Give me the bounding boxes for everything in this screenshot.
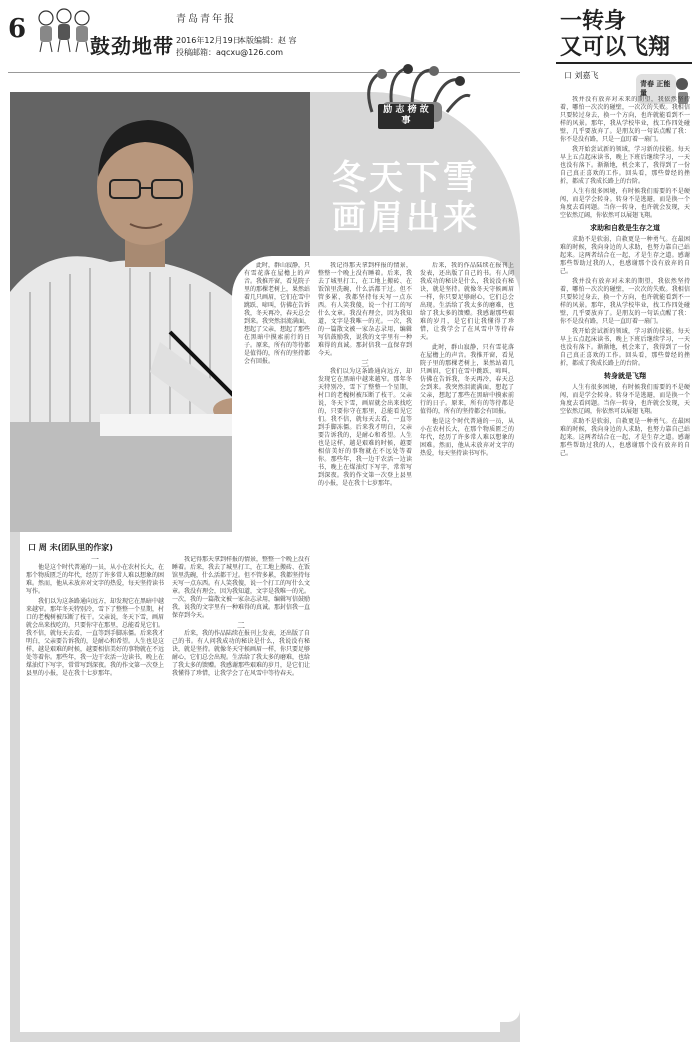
feature-column-4 — [318, 262, 412, 1024]
sidebar-paragraph: 我并没有放弃对未来的期望，我依然坚持着，哪怕一次次的碰壁，一次次的失败。我相信只要转过身去，换一个方向，也许就能看到不一样的风景。那年，我从学校毕业，找工作四处碰壁，几乎要放弃了。是朋友的一句话点醒了我：你不是没有路，只是一直盯着一扇门。 — [560, 96, 690, 143]
sidebar-paragraph: 我开始尝试新的领域，学习新的技能。每天早上五点起床读书，晚上下班后继续学习，一天也没有落下。渐渐地，机会来了，我得到了一份自己真正喜欢的工作。回头看，那些曾经的挫折，都成了我成长路上的台阶。 — [560, 328, 690, 367]
sidebar-subheading: 转身就是飞翔 — [604, 372, 646, 380]
section-marker: 一 — [91, 556, 99, 564]
sidebar-paragraph: 求助不是软弱，自救更是一种勇气。在最困难的时候，我向身边的人求助，也努力靠自己站起来。这两者结合在一起，才是生存之道。感谢那些帮助过我的人，也感谢那个没有放弃的自己。 — [560, 418, 690, 457]
article-paragraph: 他是这个时代普通的一员，从小在农村长大，在那个物质匮乏的年代，经历了许多常人难以想象的困难。然而，他从未放弃对文字的热爱，每天坚持读书写作。 — [420, 418, 514, 457]
section-marker: 二 — [237, 621, 245, 630]
article-paragraph: 此时，群山寂静，只有雪花落在屋檐上的声音。我推开窗，看见院子里的那棵老树上，果然站着几只画眉，它们在雪中跳跃、啼叫，仿佛在告诉我，冬天再冷，春天总会到来。我突然泪流满面，想起了父亲，想起了那些在黑暗中摸索前行的日子。原来，所有的等待都是值得的，所有的坚持都会有回报。 — [244, 262, 310, 365]
sidebar-article — [560, 96, 690, 1046]
article-paragraph: 我记得那天拿到样报的情景，整整一个晚上没有睡着。后来，我去了城里打工，在工地上搬砖、在饭馆里洗碗，什么活都干过。但不管多累，我都坚持每天写一点东西。有人笑我傻，说一个打工的写什么文章。我没有理会，因为我知道，文字是我唯一的光。一次，我的一篇散文被一家杂志录用，编辑写信鼓励我，说我的文字里有一种难得的真诚。那封信我一直保存到今天。 — [172, 556, 310, 619]
paper-name: 青岛青年报 — [176, 14, 236, 25]
article-paragraph: 后来，我的作品陆续在报刊上发表，还出版了自己的书。有人问我成功的秘诀是什么，我说没有秘诀，就是坚持。就像冬天守候画眉一样，你只要足够耐心，它们总会出现。生活给了我太多的磨难，也给了我太多的馈赠。我感谢那些艰难的岁月，是它们让我懂得了珍惜，让我学会了在风雪中等待春天。 — [420, 262, 514, 341]
sidebar-divider — [556, 62, 692, 64]
column-title: 鼓劲地带 — [90, 34, 174, 58]
sidebar-title — [560, 8, 690, 60]
article-paragraph: 我们以为这条路通向远方，却发现它在黑暗中越来越窄。那年冬天特别冷，雪下了整整一个星期，村口的老槐树被压断了枝干。父亲说，冬天下雪，画眉就会出来找吃的，只要你守在那里，总能看见它们。我不信，就每天去看，一直等到手脚冻僵。后来我才明白，父亲要告诉我的，是耐心和希望。人生也是这样，越是艰难的时候，越要相信美好的事物就在不远处等着你。那些年，我一边干农活一边读书，晚上在煤油灯下写字，常常写到深夜。我的作文第一次登上县里的小报，是在我十七岁那年。 — [318, 368, 412, 487]
feature-column-5 — [420, 262, 514, 1024]
column-badge: 励 志 榜 故 事 — [378, 104, 434, 129]
headline-line-1: 冬天下雪 — [332, 158, 480, 198]
feature-column-1 — [26, 556, 164, 1026]
section-marker: 三 — [361, 359, 369, 368]
sidebar-paragraph: 人生有很多困境，有时候我们需要的不是硬闯，而是学会转身。转身不是逃避，而是换一个角度去看问题。当你一转身，也许就会发现，天空依然辽阔，你依然可以展翅飞翔。 — [560, 384, 690, 415]
sidebar-title-line-2: 又可以飞翔 — [560, 34, 671, 60]
page-editor: 本版编辑：赵 容 — [238, 36, 297, 45]
sidebar-title-line-1: 一转身 — [560, 8, 627, 34]
feature-byline: 口 周 未(团队里的作家) — [28, 543, 113, 552]
sidebar-paragraph: 我开始尝试新的领域，学习新的技能。每天早上五点起床读书，晚上下班后继续学习，一天也没有落下。渐渐地，机会来了，我得到了一份自己真正喜欢的工作。回头看，那些曾经的挫折，都成了我成长路上的台阶。 — [560, 146, 690, 185]
feature-headline — [318, 158, 494, 238]
article-paragraph: 我们以为这条路通向远方，却发现它在黑暗中越来越窄。那年冬天特别冷，雪下了整整一个星期，村口的老槐树被压断了枝干。父亲说，冬天下雪，画眉就会出来找吃的，只要你守在那里，总能看见它们。我不信，就每天去看，一直等到手脚冻僵。后来我才明白，父亲要告诉我的，是耐心和希望。人生也是这样，越是艰难的时候，越要相信美好的事物就在不远处等着你。那些年，我一边干农活一边读书，晚上在煤油灯下写字，常常写到深夜。我的作文第一次登上县里的小报，是在我十七岁那年。 — [26, 598, 164, 677]
feature-column-3 — [244, 262, 310, 542]
sidebar-subheading: 求助和自救是生存之道 — [590, 224, 660, 232]
headline-line-2: 画眉出来 — [332, 198, 480, 238]
page-number: 6 — [8, 14, 27, 44]
sidebar-paragraph: 我并没有放弃对未来的期望，我依然坚持着，哪怕一次次的碰壁，一次次的失败。我相信只要转过身去，换一个方向，也许就能看到不一样的风景。那年，我从学校毕业，找工作四处碰壁，几乎要放弃了。是朋友的一句话点醒了我：你不是没有路，只是一直盯着一扇门。 — [560, 278, 690, 325]
sidebar-byline: 口 刘嘉飞 — [564, 71, 599, 80]
article-paragraph: 后来，我的作品陆续在报刊上发表，还出版了自己的书。有人问我成功的秘诀是什么，我说没有秘诀，就是坚持。就像冬天守候画眉一样，你只要足够耐心，它们总会出现。生活给了我太多的磨难，也给了我太多的馈赠。我感谢那些艰难的岁月，是它们让我懂得了珍惜，让我学会了在风雪中等待春天。 — [172, 630, 310, 677]
contact-email: 投稿邮箱：aqcxu@126.com — [176, 48, 284, 57]
article-paragraph: 他是这个时代普通的一员，从小在农村长大，在那个物质匮乏的年代，经历了许多常人难以想象的困难。然而，他从未放弃对文字的热爱，每天坚持读书写作。 — [26, 564, 164, 595]
sidebar-paragraph: 人生有很多困境，有时候我们需要的不是硬闯，而是学会转身。转身不是逃避，而是换一个角度去看问题。当你一转身，也许就会发现，天空依然辽阔，你依然可以展翅飞翔。 — [560, 188, 690, 219]
issue-date: 2016年12月19日 — [176, 36, 241, 45]
article-paragraph: 此时，群山寂静，只有雪花落在屋檐上的声音。我推开窗，看见院子里的那棵老树上，果然站着几只画眉，它们在雪中跳跃、啼叫，仿佛在告诉我，冬天再冷，春天总会到来。我突然泪流满面，想起了父亲，想起了那些在黑暗中摸索前行的日子。原来，所有的等待都是值得的，所有的坚持都会有回报。 — [420, 344, 514, 415]
sidebar-paragraph: 求助不是软弱，自救更是一种勇气。在最困难的时候，我向身边的人求助，也努力靠自己站起来。这两者结合在一起，才是生存之道。感谢那些帮助过我的人，也感谢那个没有放弃的自己。 — [560, 236, 690, 275]
logo-text: 青春 正能量 — [640, 80, 671, 97]
article-paragraph: 我记得那天拿到样报的情景，整整一个晚上没有睡着。后来，我去了城里打工，在工地上搬砖、在饭馆里洗碗，什么活都干过。但不管多累，我都坚持每天写一点东西。有人笑我傻，说一个打工的写什么文章。我没有理会，因为我知道，文字是我唯一的光。一次，我的一篇散文被一家杂志录用，编辑写信鼓励我，说我的文字里有一种难得的真诚。那封信我一直保存到今天。 — [318, 262, 412, 357]
feature-column-2 — [172, 556, 310, 1026]
